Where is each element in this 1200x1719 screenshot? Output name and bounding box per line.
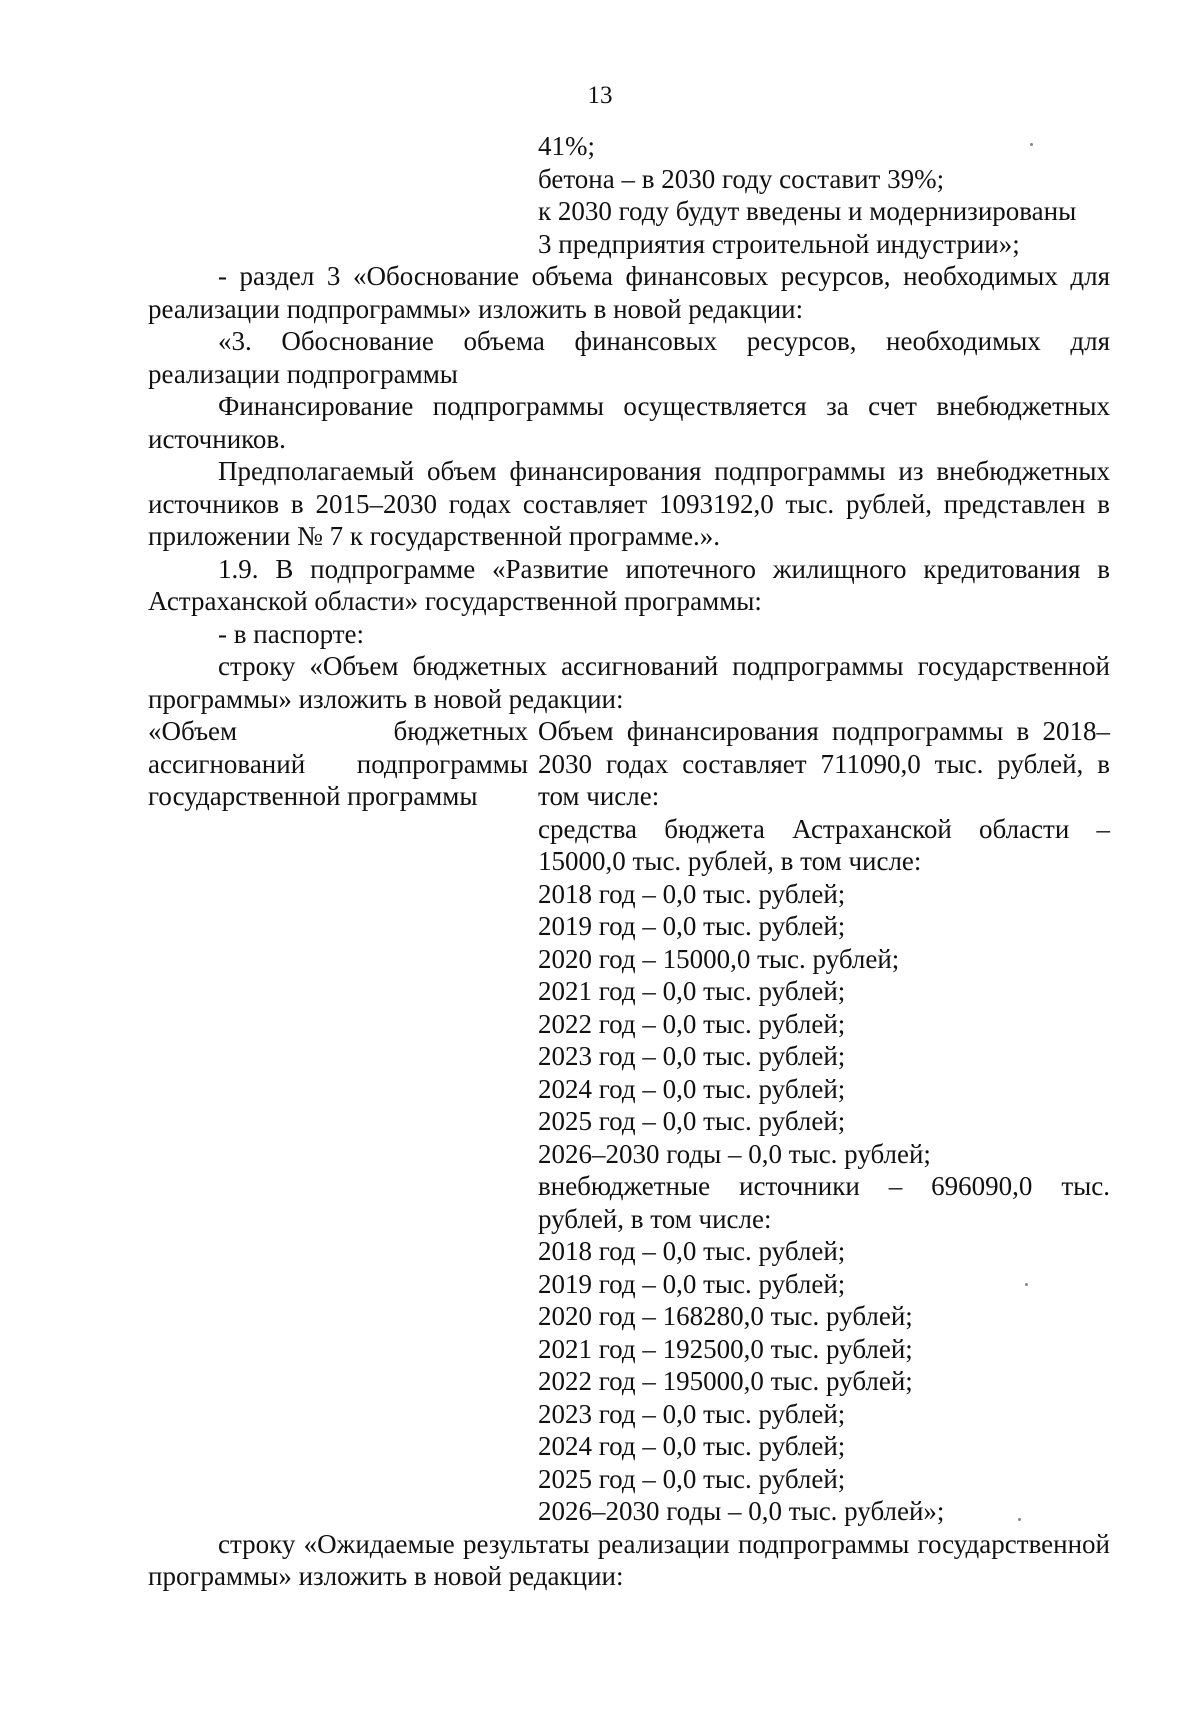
regional-budget-years [538,878,1110,1171]
list-item: 2018 год – 0,0 тыс. рублей; [538,1236,846,1266]
continued-line: бетона – в 2030 году составит 39%; [538,163,945,194]
list-item: 2023 год – 0,0 тыс. рублей; [538,1398,846,1429]
expected-results-paragraph: строку «Ожидаемые результаты реализации подпрограммы государственной программы» изложить в новой редакции: [148,1528,1110,1591]
section3-intro-paragraph: - раздел 3 «Обоснование объема финансовых ресурсов, необходимых для реализации подпрограммы» изложить в новой редакции: [148,261,1110,324]
offbudget-years [538,1235,1110,1528]
continued-line: к 2030 году будут введены и модернизированы [538,196,1077,226]
list-item: 2019 год – 0,0 тыс. рублей; [538,1268,846,1299]
budget-row-paragraph: строку «Объем бюджетных ассигнований подпрограммы государственной программы» изложить в новой редакции: [148,651,1110,714]
list-item: 2018 год – 0,0 тыс. рублей; [538,878,846,909]
list-item: 2025 год – 0,0 тыс. рублей; [538,1106,846,1136]
list-item: 2021 год – 192500,0 тыс. рублей; [538,1333,913,1364]
list-item: 2021 год – 0,0 тыс. рублей; [538,976,846,1006]
list-item: 2026–2030 годы – 0,0 тыс. рублей»; [538,1496,945,1526]
offbudget-intro: внебюджетные источники – 696090,0 тыс. рублей, в том числе: [538,1171,1110,1234]
passport-table-row [148,715,1110,1528]
list-item: 2019 год – 0,0 тыс. рублей; [538,911,846,941]
list-item: 2023 год – 0,0 тыс. рублей; [538,1041,846,1071]
list-item: 2020 год – 168280,0 тыс. рублей; [538,1301,913,1331]
regional-budget-intro: средства бюджета Астраханской области – 15000,0 тыс. рублей, в том числе: [538,813,1110,876]
scan-speck [1018,1518,1021,1521]
list-item: 2024 год – 0,0 тыс. рублей; [538,1073,846,1104]
list-item: 2026–2030 годы – 0,0 тыс. рублей; [538,1138,931,1169]
list-item: 2024 год – 0,0 тыс. рублей; [538,1431,846,1461]
page-number: 13 [587,82,613,109]
list-item: 2022 год – 195000,0 тыс. рублей; [538,1366,913,1396]
continued-list [538,130,1110,260]
passport-paragraph: - в паспорте: [218,618,365,649]
item-1-9-paragraph: 1.9. В подпрограмме «Развитие ипотечного жилищного кредитования в Астраханской области» государственной программы: [148,553,1110,616]
financing-total: Объем финансирования подпрограммы в 2018–2030 годах составляет 711090,0 тыс. рублей, в том числе: [538,716,1110,811]
table-right-cell [538,715,1110,1528]
list-item: 2025 год – 0,0 тыс. рублей; [538,1463,846,1494]
list-item: 2020 год – 15000,0 тыс. рублей; [538,943,900,974]
table-left-label: «Объем бюджетных ассигнований подпрограммы государственной программы [148,716,528,811]
list-item: 2022 год – 0,0 тыс. рублей; [538,1008,846,1039]
section3-title-paragraph: «3. Обоснование объема финансовых ресурсов, необходимых для реализации подпрограммы [148,326,1110,389]
financing-paragraph: Финансирование подпрограммы осуществляется за счет внебюджетных источников. [148,391,1110,454]
scan-speck [1030,143,1033,146]
volume-paragraph: Предполагаемый объем финансирования подпрограммы из внебюджетных источников в 2015–2030 годах составляет 1093192,0 тыс. рублей, представлен в приложении № 7 к государственной программе.». [148,456,1110,551]
continued-line: 41%; [538,131,595,161]
scan-speck [1025,1283,1028,1286]
continued-line: 3 предприятия строительной индустрии»; [538,228,1020,259]
document-body [148,130,1110,1593]
